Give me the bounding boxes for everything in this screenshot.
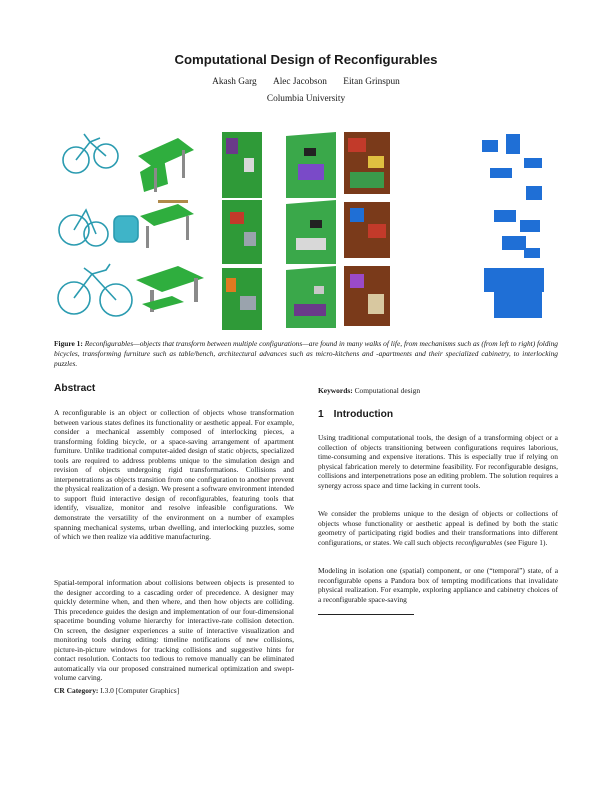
- keywords: [318, 386, 558, 396]
- cr-category-value: I.3.0 [Computer Graphics]: [100, 686, 180, 695]
- section-heading: [318, 409, 393, 420]
- cr-category-label: CR Category:: [54, 686, 99, 695]
- abstract-paragraph: A reconfigurable is an object or collection of objects whose transformation between various states defines its functionality or aesthetic appeal. For example, consider a mechanical assembly composed of interlocking pieces, a transforming folding bicycle, or a space-saving arrangement of apartment furniture. Unlike traditional computer-aided design of static objects, specialized tools are required to address problems unique to the simulation design and revision of objects undergoing rigid transformations. Collisions and interpenetrations as objects transition from one configuration to another prevent the physical realization of a design. We present a software environment intended to support fluid interactive design of reconfigurables, featuring tools that identify, visualize, monitor and resolve infeasible configurations. We demonstrate the versatility of the environment on a number of examples spanning mechanical systems, urban dwelling, and interlocking puzzles, some of which we then realize via additive manufacturing.: [54, 408, 294, 542]
- author-name: Alec Jacobson: [272, 77, 327, 87]
- cabinetry-shelf-illustration: [344, 132, 390, 326]
- author-name: Eitan Grinspun: [343, 77, 400, 87]
- figure-label: Figure 1:: [54, 339, 83, 348]
- abstract-heading: Abstract: [54, 383, 96, 394]
- intro-paragraph: We consider the problems unique to the design of objects or collections of objects whose functionality or aesthetic appeal is defined by both the static geometry of participating rigid bodies and their transformations into different configurations, or states. We call such objects reconfigurables (see Figure 1).: [318, 509, 558, 547]
- micro-apartment-illustration: [286, 132, 336, 328]
- section-number: 1: [318, 409, 324, 420]
- keywords-label: Keywords:: [318, 386, 353, 395]
- keywords-value: Computational design: [354, 386, 421, 395]
- intro-paragraph: Modeling in isolation one (spatial) component, or one (“temporal”) state, of a reconfigurable opens a Pandora box of tempting modifications that invalidate physical realization. For example, exploring appliance and cabinetry choices of a reconfigurable space-saving: [318, 566, 558, 604]
- cr-category: [54, 686, 294, 696]
- figure-caption-text: Reconfigurables—objects that transform between multiple configurations—are found in many walks of life, from mechanisms such as (from left to right) folding bicycles, transforming furniture such as table/bench, architectural advances such as micro-kitchens and -apartments and their specialized cabinetry, to interlocking puzzles.: [54, 339, 558, 368]
- figure-caption: [54, 339, 558, 369]
- interlocking-puzzle-illustration: [482, 134, 544, 318]
- table-bench-illustration: [136, 138, 204, 312]
- teaser-figure: [54, 128, 558, 330]
- footnote-rule: [318, 614, 414, 615]
- abstract-paragraph: Spatial-temporal information about collisions between objects is presented to the designer according to a cascading order of precedence. A designer may quickly determine when, and then where, and then how objects are colliding. This precedence guides the design and implementation of our four-dimensional spacetime bounding volume hierarchy for interactive-rate collision detection. On screen, the designer experiences a suite of interactive visualization and monitoring tools during editing: timeline notifications of new collisions, picture-in-picture windows for tracking collisions and suggestive hints for contact resolution. Contacts too tedious to remove manually can be eliminated automatically via our proposed constrained numerical optimization and swept-volume carving.: [54, 578, 294, 683]
- emphasis-term: reconfigurables: [455, 537, 503, 547]
- intro-paragraph: Using traditional computational tools, the design of a transforming object or a collection of objects transitioning between configurations requires laborious, time-consuming and expensive iterations. This is especially true if relying on physical fabrication merely to determine feasibility. For reconfigurable designs, collisions and interpenetrations pose an editing problem. The solution requires a synergy across space and time lacking in current tools.: [318, 433, 558, 490]
- micro-kitchen-illustration: [222, 132, 262, 330]
- author-name: Akash Garg: [212, 77, 257, 87]
- section-title: Introduction: [333, 409, 394, 420]
- paper-title: Computational Design of Reconfigurables: [174, 52, 438, 67]
- affiliation: Columbia University: [266, 94, 346, 104]
- folding-bicycle-illustration: [58, 134, 138, 316]
- author-list: [0, 77, 612, 87]
